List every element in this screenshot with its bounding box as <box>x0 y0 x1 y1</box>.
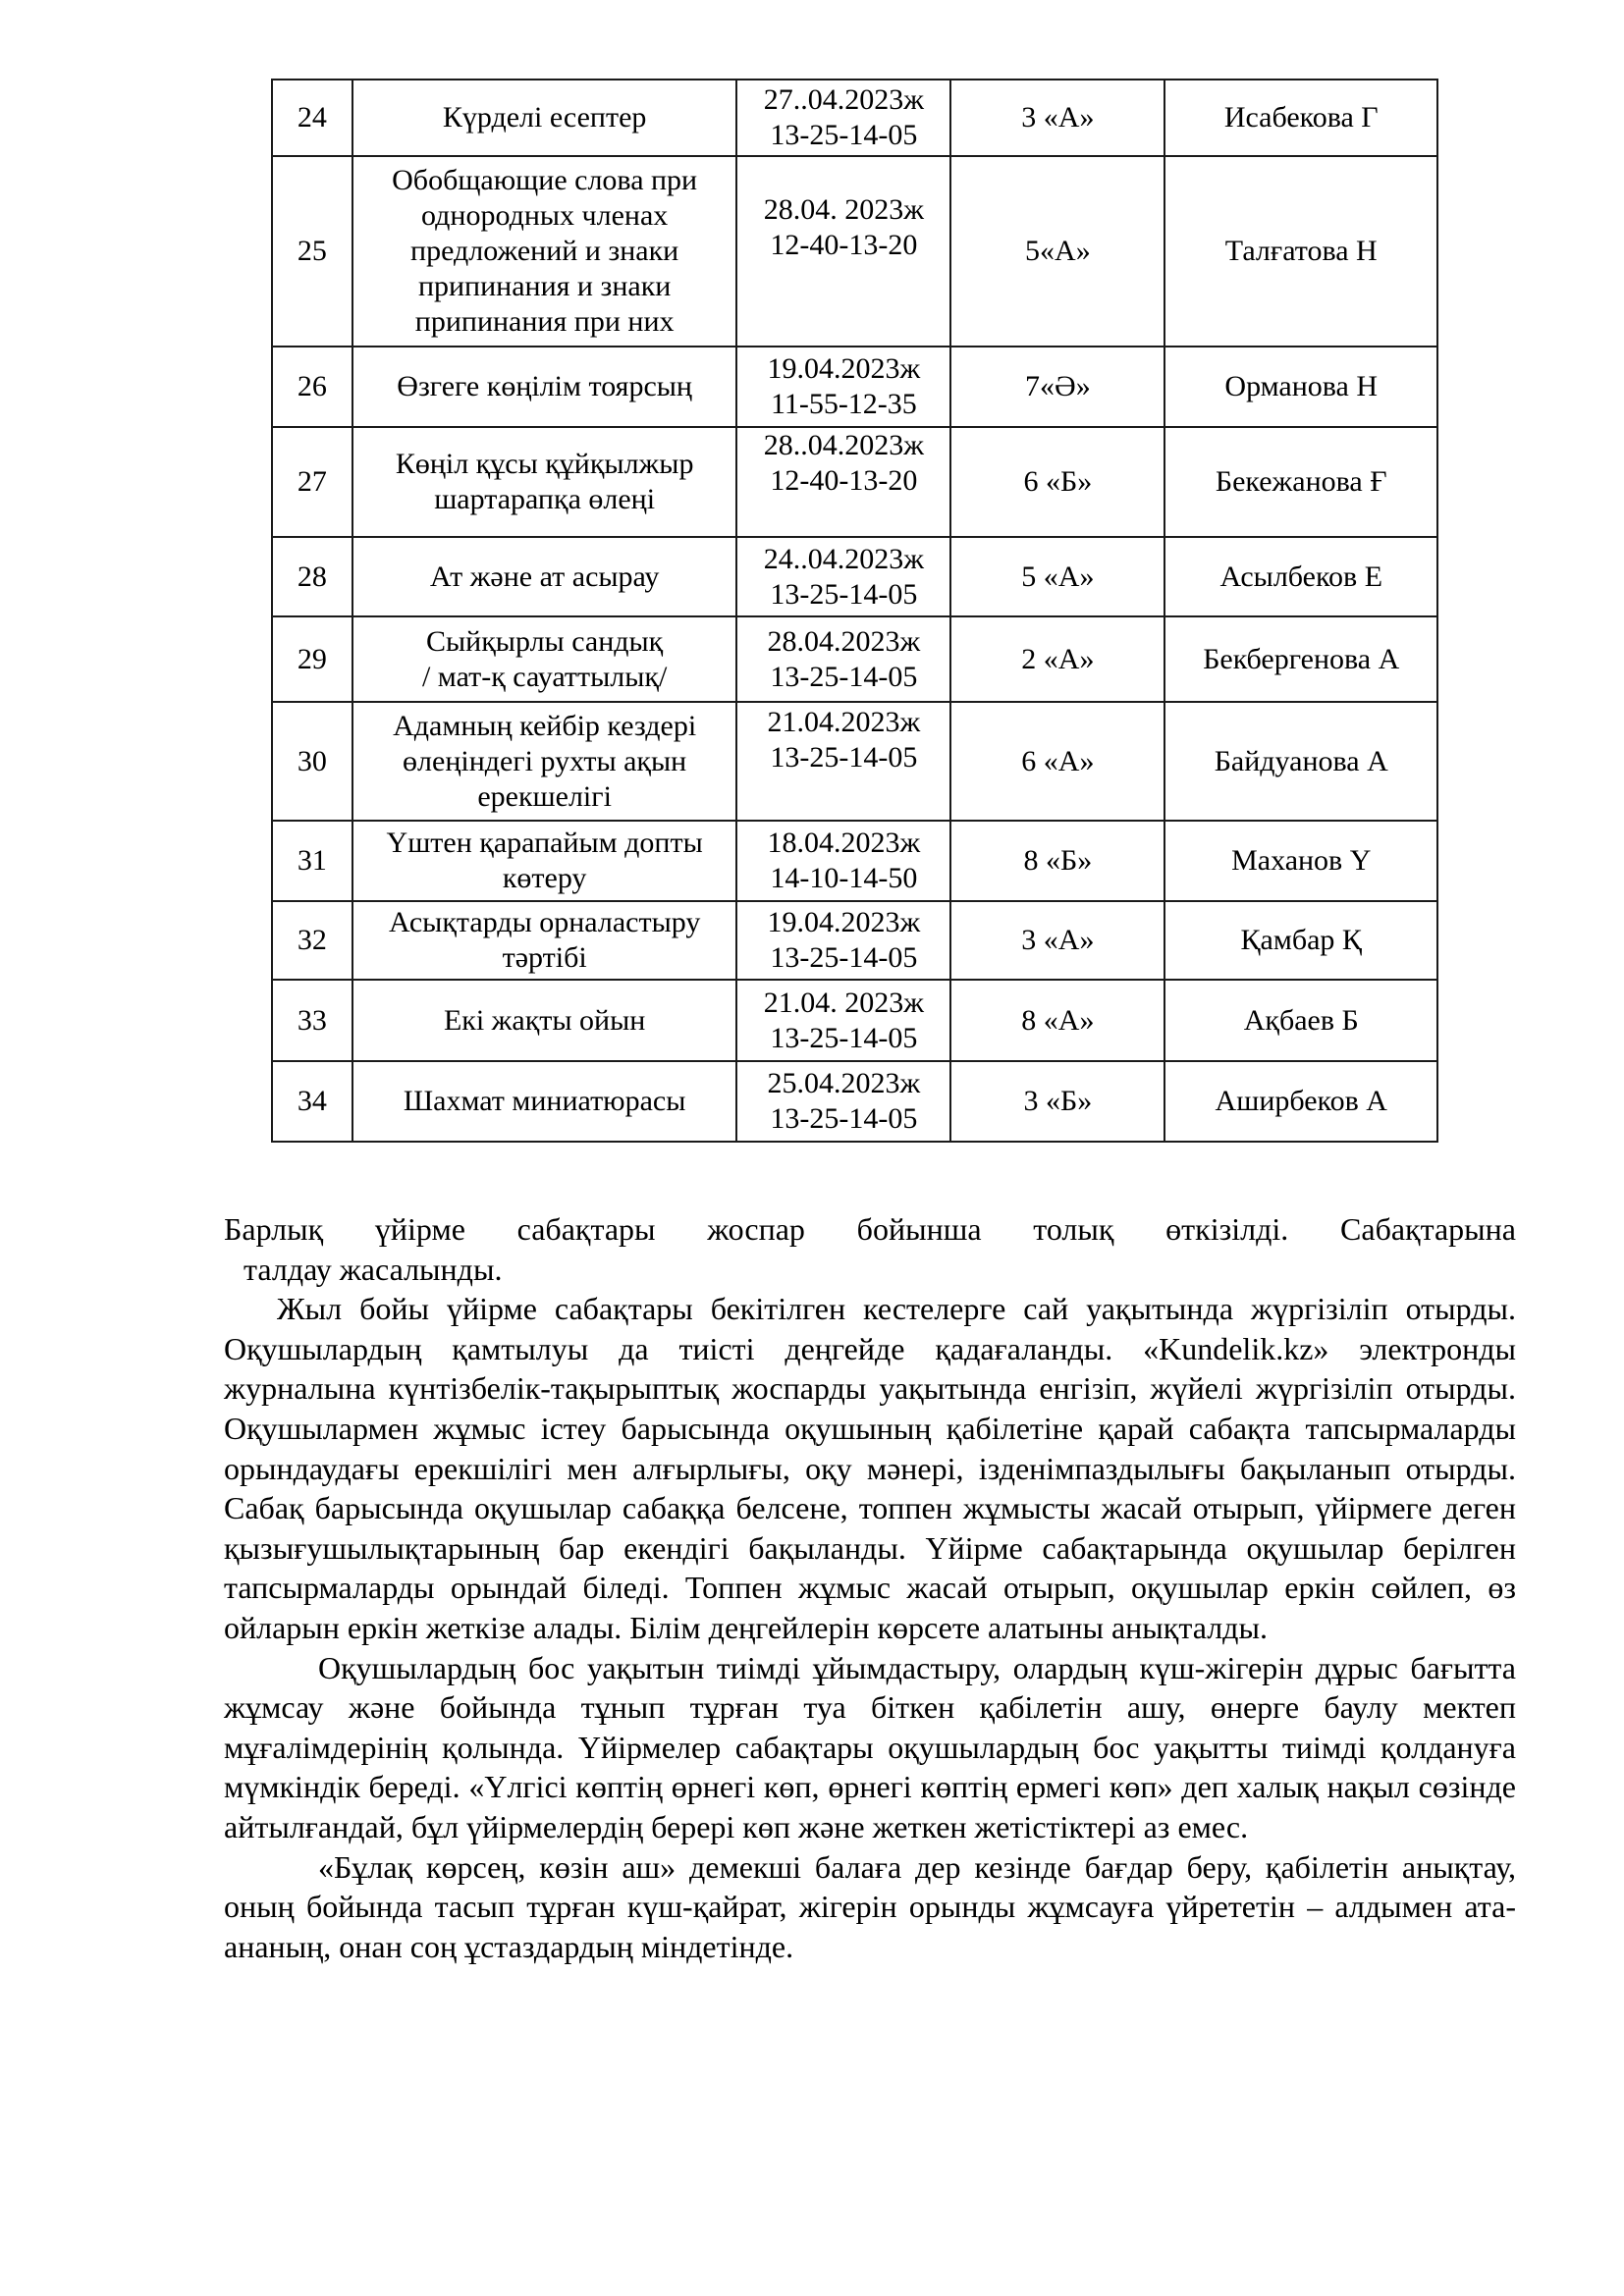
class-cell: 8 «А» <box>950 980 1164 1061</box>
topic-line: шартарапқа өлеңі <box>434 483 656 515</box>
time-text: 13-25-14-05 <box>770 119 918 151</box>
topic-cell <box>352 901 737 980</box>
date-text: 28.04. 2023ж <box>763 193 924 226</box>
paragraph-1-continuation: талдау жасалынды. <box>244 1251 503 1287</box>
paragraph-1-line-1: Барлық үйірме сабақтары жоспар бойынша толық өткізілді. Сабақтарына <box>224 1211 1516 1247</box>
topic-line: Үштен қарапайым допты <box>386 827 703 859</box>
date-text: 21.04. 2023ж <box>763 986 924 1019</box>
row-number-cell: 34 <box>272 1061 352 1142</box>
topic-line: өлеңіндегі рухты ақын <box>403 744 687 777</box>
row-number-cell: 27 <box>272 427 352 537</box>
topic-cell <box>352 156 737 347</box>
date-time-cell <box>736 702 950 821</box>
table-row <box>272 901 1437 980</box>
report-text <box>224 1209 1516 1966</box>
date-text: 19.04.2023ж <box>767 352 921 385</box>
date-text: 28..04.2023ж <box>763 429 924 461</box>
row-number-cell: 33 <box>272 980 352 1061</box>
topic-line: Шахмат миниатюрасы <box>403 1085 686 1117</box>
topic-line: ерекшелігі <box>477 779 612 813</box>
table-row <box>272 616 1437 702</box>
paragraph-1 <box>224 1209 1516 1250</box>
topic-line: Асықтарды орналастыру <box>388 906 701 938</box>
paragraph-4: «Бұлақ көрсең, көзін аш» демекші балаға дер кезінде бағдар беру, қабілетін анықтау, оның бойында тасып тұрған күш-қайрат, жігерін орынды жұмсауға үйрететін – алдымен ата-ананың, онан соң ұстаздардың міндетінде. <box>224 1848 1516 1964</box>
date-time-cell <box>736 80 950 156</box>
time-text: 12-40-13-20 <box>770 464 918 497</box>
row-number-cell: 30 <box>272 702 352 821</box>
date-time-cell <box>736 901 950 980</box>
date-time-cell <box>736 821 950 901</box>
topic-cell <box>352 347 737 427</box>
date-time-cell <box>736 427 950 537</box>
date-text: 27..04.2023ж <box>763 83 924 116</box>
date-time-cell <box>736 156 950 347</box>
class-cell: 2 «А» <box>950 616 1164 702</box>
paragraph-3: Оқушылардың бос уақытын тиімді ұйымдастыру, олардың күш-жігерін дұрыс бағытта жұмсау және бойында тұнып тұрған туа біткен қабілетін ашу, өнерге баулу мектеп мұғалімдерінің қолында. Үйірмелер сабақтары оқушылардың бос уақытты тиімді қолдануға мүмкіндік береді. «Үлгісі көптің өрнегі көп, өрнегі көптің ермегі көп» деп халық нақыл сөзінде айтылғандай, бұл үйірмелердің берері көп және жеткен жетістіктері аз емес. <box>224 1649 1516 1844</box>
table-row <box>272 80 1437 156</box>
topic-line: Обобщающие слова при <box>392 164 698 196</box>
topic-line: Сыйқырлы сандық <box>426 624 664 658</box>
class-cell: 7«Ә» <box>950 347 1164 427</box>
class-cell: 3 «А» <box>950 80 1164 156</box>
teacher-cell: Қамбар Қ <box>1164 901 1437 980</box>
topic-cell <box>352 427 737 537</box>
row-number-cell: 31 <box>272 821 352 901</box>
teacher-cell: Байдуанова А <box>1164 702 1437 821</box>
date-time-cell <box>736 1061 950 1142</box>
date-time-cell <box>736 537 950 616</box>
topic-line: көтеру <box>502 862 587 894</box>
table-body <box>272 80 1437 1142</box>
time-text: 13-25-14-05 <box>770 1102 918 1135</box>
teacher-cell: Ақбаев Б <box>1164 980 1437 1061</box>
topic-line: предложений и знаки <box>410 235 679 267</box>
row-number-cell: 32 <box>272 901 352 980</box>
time-text: 12-40-13-20 <box>770 229 918 261</box>
date-time-cell <box>736 347 950 427</box>
row-number-cell: 28 <box>272 537 352 616</box>
table-row <box>272 821 1437 901</box>
time-text: 13-25-14-05 <box>770 941 918 974</box>
topic-cell <box>352 821 737 901</box>
row-number-cell: 29 <box>272 616 352 702</box>
table-row <box>272 702 1437 821</box>
topic-line: припинания при них <box>414 305 675 338</box>
date-text: 25.04.2023ж <box>767 1067 921 1099</box>
teacher-cell: Талғатова Н <box>1164 156 1437 347</box>
row-number-cell: 24 <box>272 80 352 156</box>
table-row <box>272 427 1437 537</box>
class-cell: 3 «Б» <box>950 1061 1164 1142</box>
class-cell: 6 «А» <box>950 702 1164 821</box>
time-text: 13-25-14-05 <box>770 660 918 693</box>
topic-cell <box>352 80 737 156</box>
time-text: 14-10-14-50 <box>770 862 918 894</box>
teacher-cell: Асылбеков Е <box>1164 537 1437 616</box>
time-text: 11-55-12-35 <box>770 388 917 420</box>
date-text: 18.04.2023ж <box>767 827 921 859</box>
class-cell: 8 «Б» <box>950 821 1164 901</box>
class-cell: 5 «А» <box>950 537 1164 616</box>
topic-cell <box>352 537 737 616</box>
teacher-cell: Исабекова Г <box>1164 80 1437 156</box>
club-lessons-table <box>271 79 1438 1143</box>
teacher-cell: Аширбеков А <box>1164 1061 1437 1142</box>
table-row <box>272 1061 1437 1142</box>
row-number-cell: 26 <box>272 347 352 427</box>
table-row <box>272 537 1437 616</box>
topic-line: припинания и знаки <box>417 270 672 302</box>
date-text: 21.04.2023ж <box>767 706 921 738</box>
topic-cell <box>352 616 737 702</box>
topic-line: Көңіл құсы құйқылжыр <box>395 448 694 480</box>
paragraph-2: Жыл бойы үйірме сабақтары бекітілген кестелерге сай уақытында жүргізіліп отырды. Оқушылардың қамтылуы да тиісті деңгейде қадағаланды. «Kundelik.kz» электронды журналына күнтізбелік-тақырыптық жоспарды уақытында енгізіп, жүйелі жүргізіліп отырды. Оқушылармен жұмыс істеу барысында оқушының қабілетіне қарай сабақта тапсырмаларды орындаудағы ерекшілігі мен алғырлығы, оқу мәнері, ізденімпаздылығы бақыланып отырды. Сабақ барысында оқушылар сабаққа белсене, топпен жұмысты жасай отырып, үйірмеге деген қызығушылықтарының бар екендігі бақыланды. Үйірме сабақтарында оқушылар берілген тапсырмаларды орындай біледі. Топпен жұмыс жасай отырып, оқушылар еркін сөйлеп, өз ойларын еркін жеткізе алады. Білім деңгейлерін көрсете алатыны анықталды. <box>224 1291 1516 1645</box>
topic-line: однородных членах <box>420 199 669 232</box>
teacher-cell: Орманова Н <box>1164 347 1437 427</box>
date-time-cell <box>736 616 950 702</box>
teacher-cell: Бекбергенова А <box>1164 616 1437 702</box>
date-text: 19.04.2023ж <box>767 906 921 938</box>
topic-line: Күрделі есептер <box>442 101 647 133</box>
teacher-cell: Бекежанова Ғ <box>1164 427 1437 537</box>
topic-line: тәртібі <box>502 941 587 974</box>
topic-cell <box>352 702 737 821</box>
class-cell: 3 «А» <box>950 901 1164 980</box>
topic-line: Адамның кейбір кездері <box>393 709 697 742</box>
time-text: 13-25-14-05 <box>770 741 918 774</box>
topic-cell <box>352 980 737 1061</box>
row-number-cell: 25 <box>272 156 352 347</box>
class-cell: 6 «Б» <box>950 427 1164 537</box>
date-text: 24..04.2023ж <box>763 542 924 575</box>
topic-line: Екі жақты ойын <box>443 1003 646 1037</box>
time-text: 13-25-14-05 <box>770 577 918 611</box>
date-text: 28.04.2023ж <box>767 624 921 658</box>
table-row <box>272 156 1437 347</box>
table-row <box>272 980 1437 1061</box>
topic-line: Өзгеге көңілім тоярсың <box>397 370 692 402</box>
topic-line: / мат-қ сауаттылық/ <box>421 660 668 693</box>
time-text: 13-25-14-05 <box>770 1021 918 1054</box>
class-cell: 5«А» <box>950 156 1164 347</box>
topic-cell <box>352 1061 737 1142</box>
table-row <box>272 347 1437 427</box>
date-time-cell <box>736 980 950 1061</box>
topic-line: Ат және ат асырау <box>429 560 660 593</box>
teacher-cell: Маханов Ү <box>1164 821 1437 901</box>
